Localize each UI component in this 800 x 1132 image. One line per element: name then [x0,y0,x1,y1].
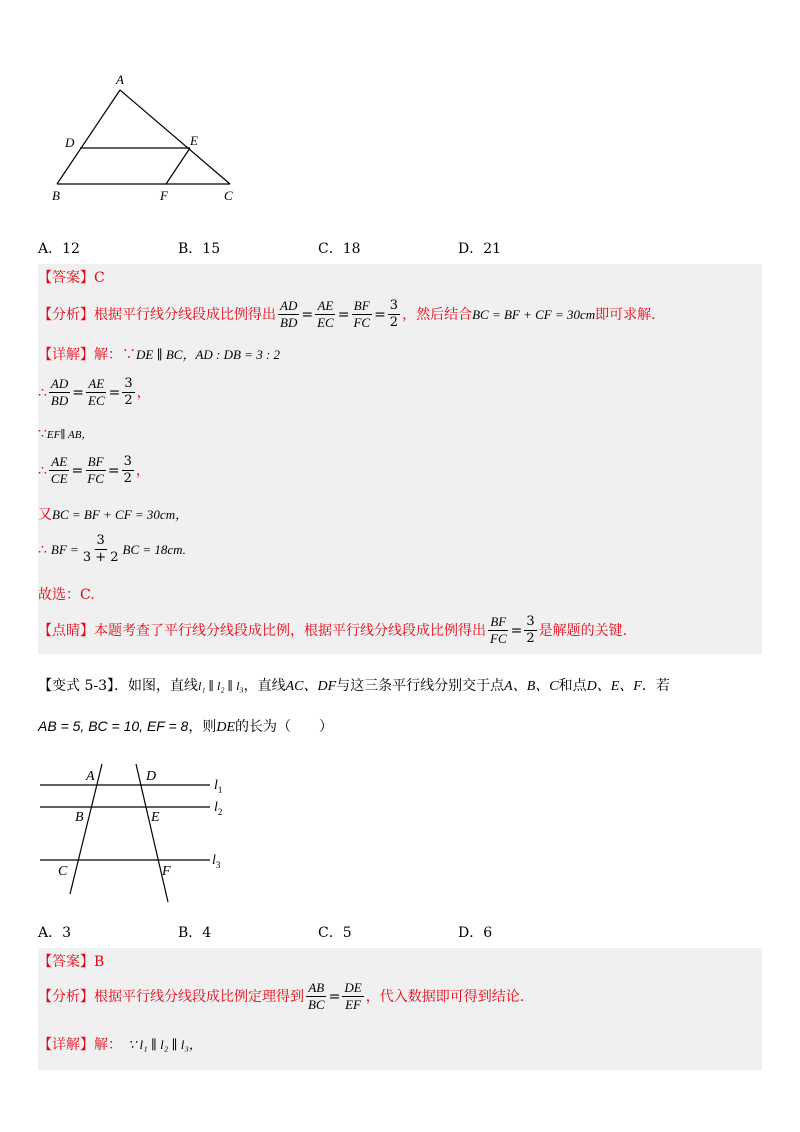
detail-line: 【详解】解：∵DE ∥ BC，AD : DB = 3 : 2 [38,347,281,363]
analysis-line-2: 【分析】 根据平行线分线段成比例定理得到 $\frac{AB}{BC}$ = $\frac{DE}{EF}$ ，代入数据即可得到结论. [38,980,525,1012]
answer-value: C [94,270,105,286]
step-5: ∴ BF = $\frac{3}{3 + 2}$ BC = 18cm. [38,533,186,565]
option-c-2: C．5 [318,925,352,941]
answer-line [38,268,105,288]
choose-line: 故选：C. [38,587,95,603]
question-2-given: AB = 5, BC = 10, EF = 8，则DE的长为（ ） [38,718,334,735]
option-d: D．21 [458,241,502,257]
label-E: E [190,133,198,148]
label-l2: $l_2$ [214,800,223,817]
option-a: A．12 [38,241,80,257]
detail-line-2: 【详解】解： ∵ l₁ ∥ l₂ ∥ l₃， [38,1037,202,1053]
option-a-2: A．3 [38,925,72,941]
label-B: B [52,188,60,203]
label-E2: E [151,810,160,825]
option-b: B．15 [178,241,221,257]
triangle-figure [40,70,250,205]
step-1: ∴ $\frac{AD}{BD}$ = $\frac{AE}{EC}$ = $\frac{3}{2}$ ， [38,376,151,408]
step-3: ∴ $\frac{AE}{CE}$ = $\frac{BF}{FC}$ = $\frac{3}{2}$ ， [38,454,150,486]
analysis-line: 【分析】 根据平行线分线段成比例得出 $\frac{AD}{BD}$ = $\frac{AE}{EC}$ = $\frac{BF}{FC}$ = $\frac{3}{2}$ ，然后结合 BC = BF + CF = 30cm 即可求解. [38,298,656,330]
option-d-2: D．6 [458,925,493,941]
label-l3: $l_3$ [212,853,221,870]
label-D2: D [146,769,157,784]
label-F: F [160,188,168,203]
label-B2: B [75,810,84,825]
label-A: A [116,72,124,87]
step-2: ∵EF∥ AB， [38,426,93,442]
option-c: C．18 [318,241,361,257]
answer-line-2: 【答案】B [38,954,105,970]
answer-tag: 【答案】 [38,270,94,286]
question-2-stem: 【变式 5-3】．如图，直线l₁ ∥ l₂ ∥ l₃，直线AC、DF与这三条平行线分别交于点A、B、C和点D、E、F．若 [38,678,670,694]
parallel-lines-figure [38,762,238,904]
label-A2: A [86,769,95,784]
label-F2: F [162,864,171,879]
option-b-2: B．4 [178,925,212,941]
label-D: D [65,135,75,150]
label-l1: $l_1$ [214,778,223,795]
step-4: 又BC = BF + CF = 30cm， [38,507,189,523]
label-C2: C [58,864,68,879]
label-C: C [224,188,233,203]
review-line: 【点睛】 本题考查了平行线分线段成比例，根据平行线分线段成比例得出 $\frac{BF}{FC}$ = $\frac{3}{2}$ 是解题的关键. [38,614,628,646]
